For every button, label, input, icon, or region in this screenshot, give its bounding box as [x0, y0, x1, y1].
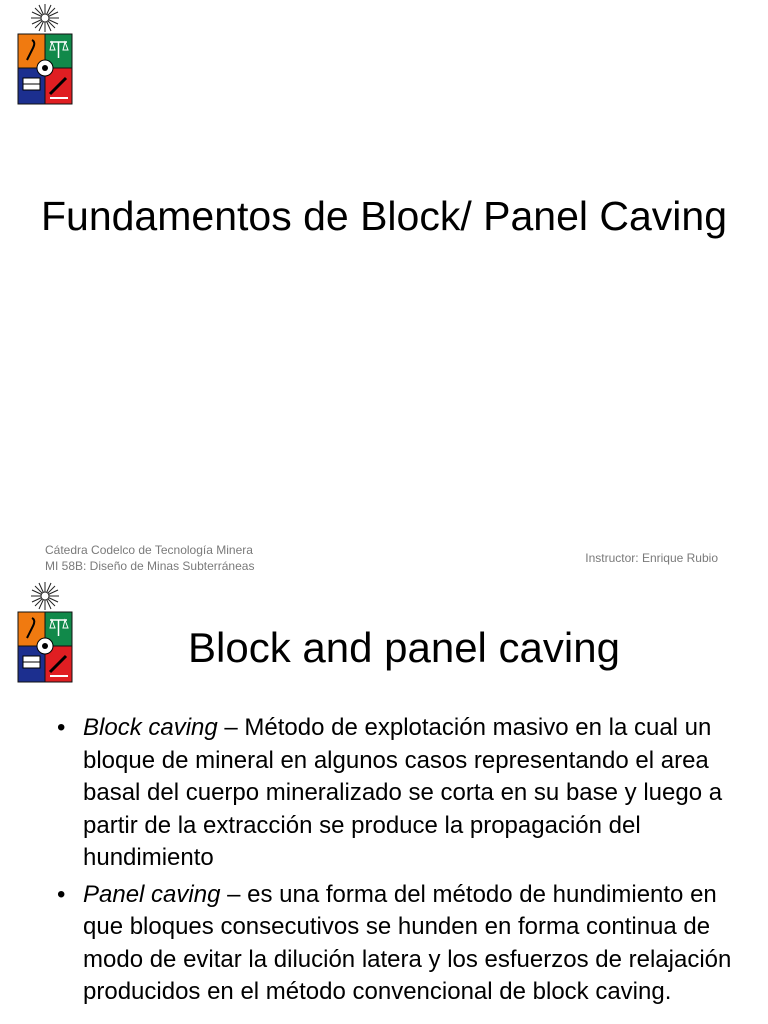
bullet-text: – es una forma del método de hundimiento en que bloques consecutivos se hunden en forma continua de modo de evitar la dilución latera y los esfuerzos de relajación producidos en el método convencional de block caving. — [83, 880, 732, 1005]
slide-2 — [0, 580, 768, 1024]
bullet-marker: • — [57, 880, 66, 908]
bullet-marker: • — [57, 714, 66, 741]
bullet-text: – Método de explotación masivo en la cual un bloque de mineral en algunos casos representando el area basal del cuerpo mineralizado se corta en su base y luego a partir de la extracción se produce la propagación del hundimiento — [83, 714, 723, 871]
footer-line: Cátedra Codelco de Tecnología Minera — [45, 543, 253, 557]
footer-line: MI 58B: Diseño de Minas Subterráneas — [45, 559, 255, 573]
university-crest-icon — [14, 580, 76, 686]
footer-course-info — [45, 542, 254, 574]
slide-title: Block and panel caving — [188, 624, 620, 671]
slide-title: Fundamentos de Block/ Panel Caving — [40, 193, 727, 239]
footer-instructor: Instructor: Enrique Rubio — [585, 551, 718, 565]
university-crest-icon — [14, 2, 76, 108]
list-item — [57, 712, 737, 875]
bullet-list — [57, 712, 737, 1013]
bullet-term: Block caving — [83, 714, 218, 741]
bullet-term: Panel caving — [83, 880, 221, 908]
list-item — [57, 879, 737, 1009]
